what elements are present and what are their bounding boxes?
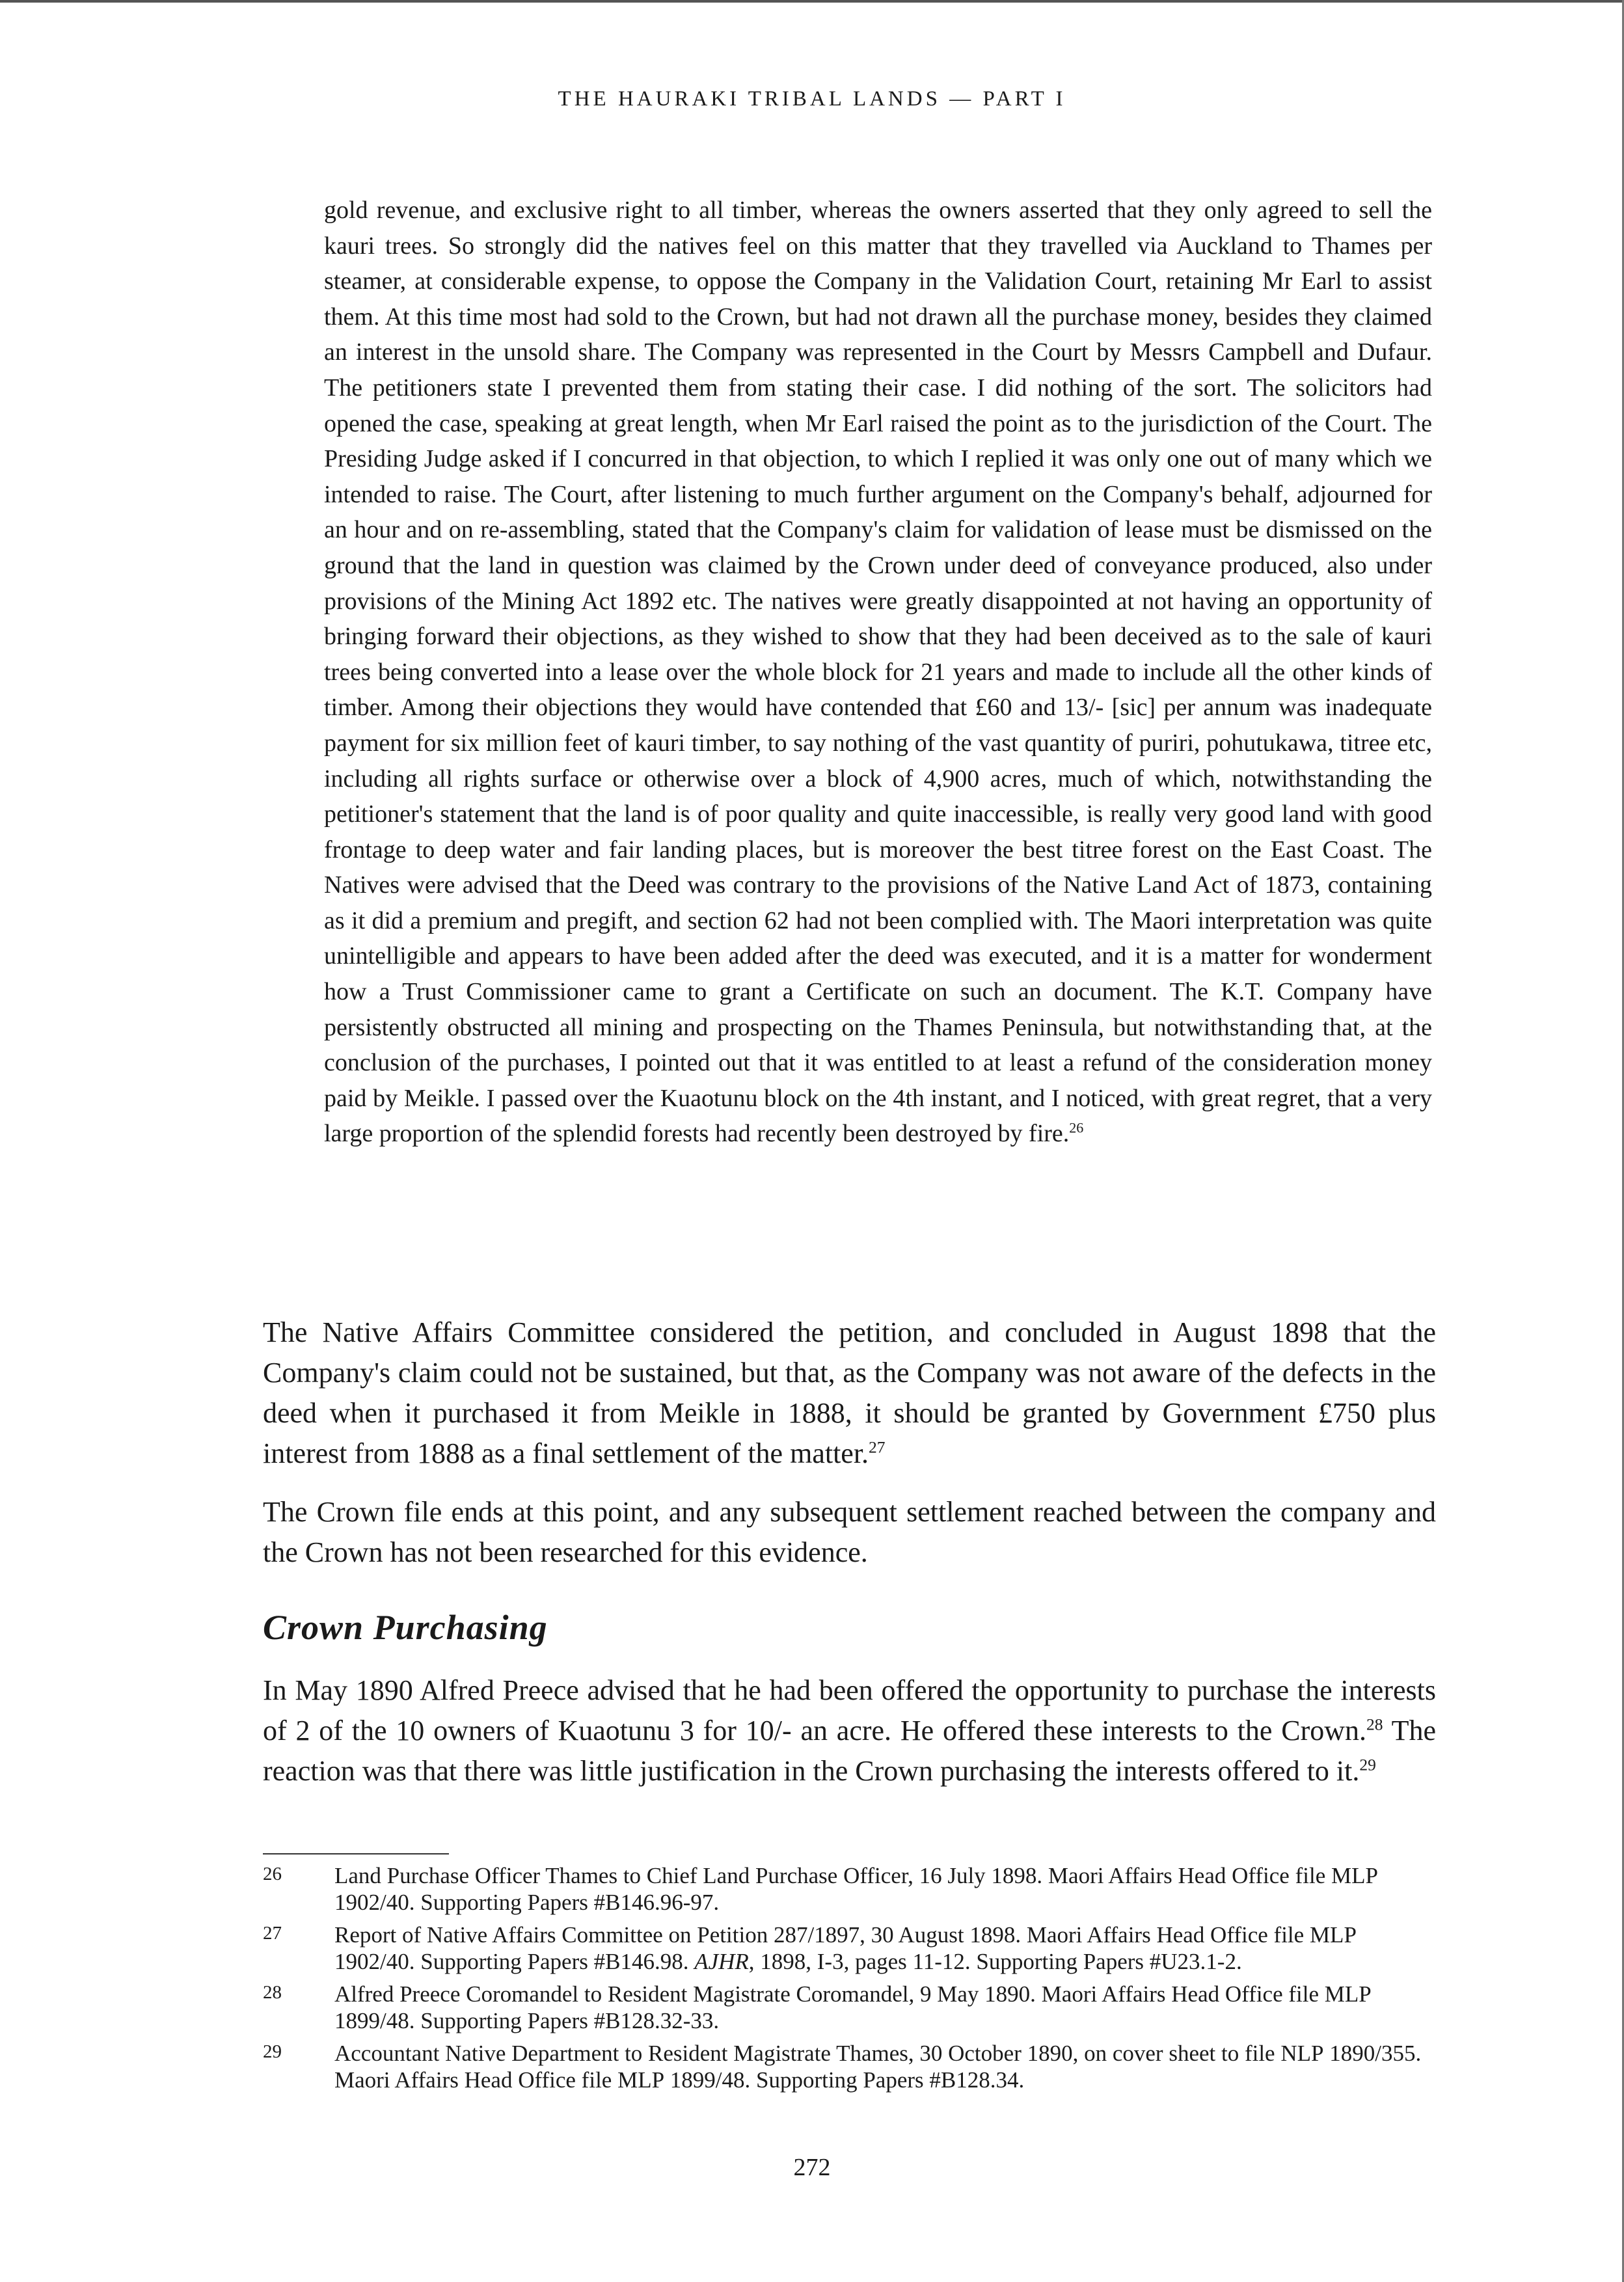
file-prefix: MLP [617, 2067, 665, 2093]
body-paragraph [263, 1670, 1436, 1791]
file-prefix: MLP [1331, 1863, 1378, 1888]
running-head: THE HAURAKI TRIBAL LANDS — PART I [558, 87, 1066, 111]
paragraph-text: In May 1890 Alfred Preece advised that he had been offered the opportunity to purchase the interests of 2 of the 10 owners of Kuaotunu 3 for 10/- an acre. He offered these interests to the Crown. [263, 1674, 1436, 1746]
section-heading: Crown Purchasing [263, 1608, 548, 1647]
footnote-text-part: 1899/48. Supporting Papers #B128.34. [664, 2067, 1025, 2093]
footnote-text [263, 2040, 1434, 2093]
body-paragraph [263, 1492, 1436, 1573]
footnote-divider [263, 1853, 449, 1854]
footnote-item [263, 1862, 1434, 1916]
scan-edge-top [0, 0, 1624, 3]
footnote-text-part: 1902/40. Supporting Papers #B146.96-97. [334, 1890, 720, 1915]
footnote-ref-28[interactable]: 28 [1366, 1715, 1383, 1734]
footnote-text [263, 1981, 1434, 2034]
footnote-text-part: , 1898, I-3, pages 11-12. Supporting Papers #U23.1-2. [748, 1949, 1242, 1974]
footnote-text-part: 1902/40. Supporting Papers #B146.98. [334, 1949, 695, 1974]
footnote-number: 26 [263, 1864, 282, 1884]
file-prefix: MLP [1324, 1981, 1372, 2007]
footnote-text-part: Accountant Native Department to Resident Magistrate Thames, 30 October 1890, on cover sheet to file [334, 2041, 1281, 2066]
file-prefix: MLP [1309, 1922, 1357, 1948]
footnote-number: 29 [263, 2041, 282, 2062]
footnote-ref-27[interactable]: 27 [869, 1437, 886, 1457]
footnote-item [263, 1922, 1434, 1975]
footnote-text-part: Report of Native Affairs Committee on Petition 287/1897, 30 August 1898. Maori Affairs Head Office file [334, 1922, 1310, 1948]
paragraph-text: The Crown file ends at this point, and any subsequent settlement reached between the company and the Crown has not been researched for this evidence. [263, 1496, 1436, 1568]
block-quote-text: gold revenue, and exclusive right to all timber, whereas the owners asserted that they only agreed to sell the kauri trees. So strongly did the natives feel on this matter that they travelled via Auckland to Thames per steamer, at considerable expense, to oppose the Company in the Validation Court, retaining Mr Earl to assist them. At this time most had sold to the Crown, but had not drawn all the purchase money, besides they claimed an interest in the unsold share. The Company was represented in the Court by Messrs Campbell and Dufaur. The petitioners state I prevented them from stating their case. I did nothing of the sort. The solicitors had opened the case, speaking at great length, when Mr Earl raised the point as to the jurisdiction of the Court. The Presiding Judge asked if I concurred in that objection, to which I replied it was only one out of many which we intended to raise. The Court, after listening to much further argument on the Company's behalf, adjourned for an hour and on re-assembling, stated that the Company's claim for validation of lease must be dismissed on the ground that the land in question was claimed by the Crown under deed of conveyance produced, also under provisions of the Mining Act 1892 etc. The natives were greatly disappointed at not having an opportunity of bringing forward their objections, as they wished to show that they had been deceived as to the sale of kauri trees being converted into a lease over the whole block for 21 years and made to include all the other kinds of timber. Among their objections they would have contended that £60 and 13/- [sic] per annum was inadequate payment for six million feet of kauri timber, to say nothing of the vast quantity of puriri, pohutukawa, titree etc, including all rights surface or otherwise over a block of 4,900 acres, much of which, notwithstanding the petitioner's statement that the land is of poor quality and quite inaccessible, is really very good land with good frontage to deep water and fair landing places, but is moreover the best titree forest on the East Coast. The Natives were advised that the Deed was contrary to the provisions of the Native Land Act of 1873, containing as it did a premium and pregift, and section 62 had not been complied with. The Maori interpretation was quite unintelligible and appears to have been added after the deed was executed, and it is a matter for wonderment how a Trust Commissioner came to grant a Certificate on such an document. The K.T. Company have persistently obstructed all mining and prospecting on the Thames Peninsula, but notwithstanding that, at the conclusion of the purchases, I pointed out that it was entitled to at least a refund of the consideration money paid by Meikle. I passed over the Kuaotunu block on the 4th instant, and I noticed, with great regret, that a very large proportion of the splendid forests had recently been destroyed by fire. [324, 197, 1432, 1148]
paragraph-text: The Native Affairs Committee considered the petition, and concluded in August 1898 that the Company's claim could not be sustained, but that, as the Company was not aware of the defects in the deed when it purchased it from Meikle in 1888, it should be granted by Government £750 plus interest from 1888 as a final settlement of the matter. [263, 1316, 1436, 1469]
footnote-item [263, 1981, 1434, 2034]
footnote-number: 27 [263, 1923, 282, 1944]
footnote-text [263, 1862, 1434, 1916]
file-prefix: NLP [1280, 2041, 1324, 2066]
footnote-ref-26[interactable]: 26 [1069, 1119, 1084, 1136]
body-paragraph [263, 1312, 1436, 1474]
page-number: 272 [793, 2154, 831, 2181]
footnote-text [263, 1922, 1434, 1975]
footnote-text-part: 1890/355. Maori Affairs Head Office file [334, 2041, 1422, 2093]
footnote-text-part: Land Purchase Officer Thames to Chief Land Purchase Officer, 16 July 1898. Maori Affairs Head Office file [334, 1863, 1331, 1888]
footnote-number: 28 [263, 1982, 282, 2003]
footnote-text-part: Alfred Preece Coromandel to Resident Magistrate Coromandel, 9 May 1890. Maori Affairs Head Office file [334, 1981, 1325, 2007]
block-quote [324, 193, 1432, 1152]
footnotes [263, 1862, 1434, 2099]
footnote-text-part: 1899/48. Supporting Papers #B128.32-33. [334, 2008, 720, 2033]
publication-title: AJHR [694, 1949, 749, 1974]
footnote-item [263, 2040, 1434, 2093]
paragraph-text: The reaction was that there was little justification in the Crown purchasing the interests offered to it. [263, 1715, 1436, 1787]
footnote-ref-29[interactable]: 29 [1359, 1755, 1376, 1774]
